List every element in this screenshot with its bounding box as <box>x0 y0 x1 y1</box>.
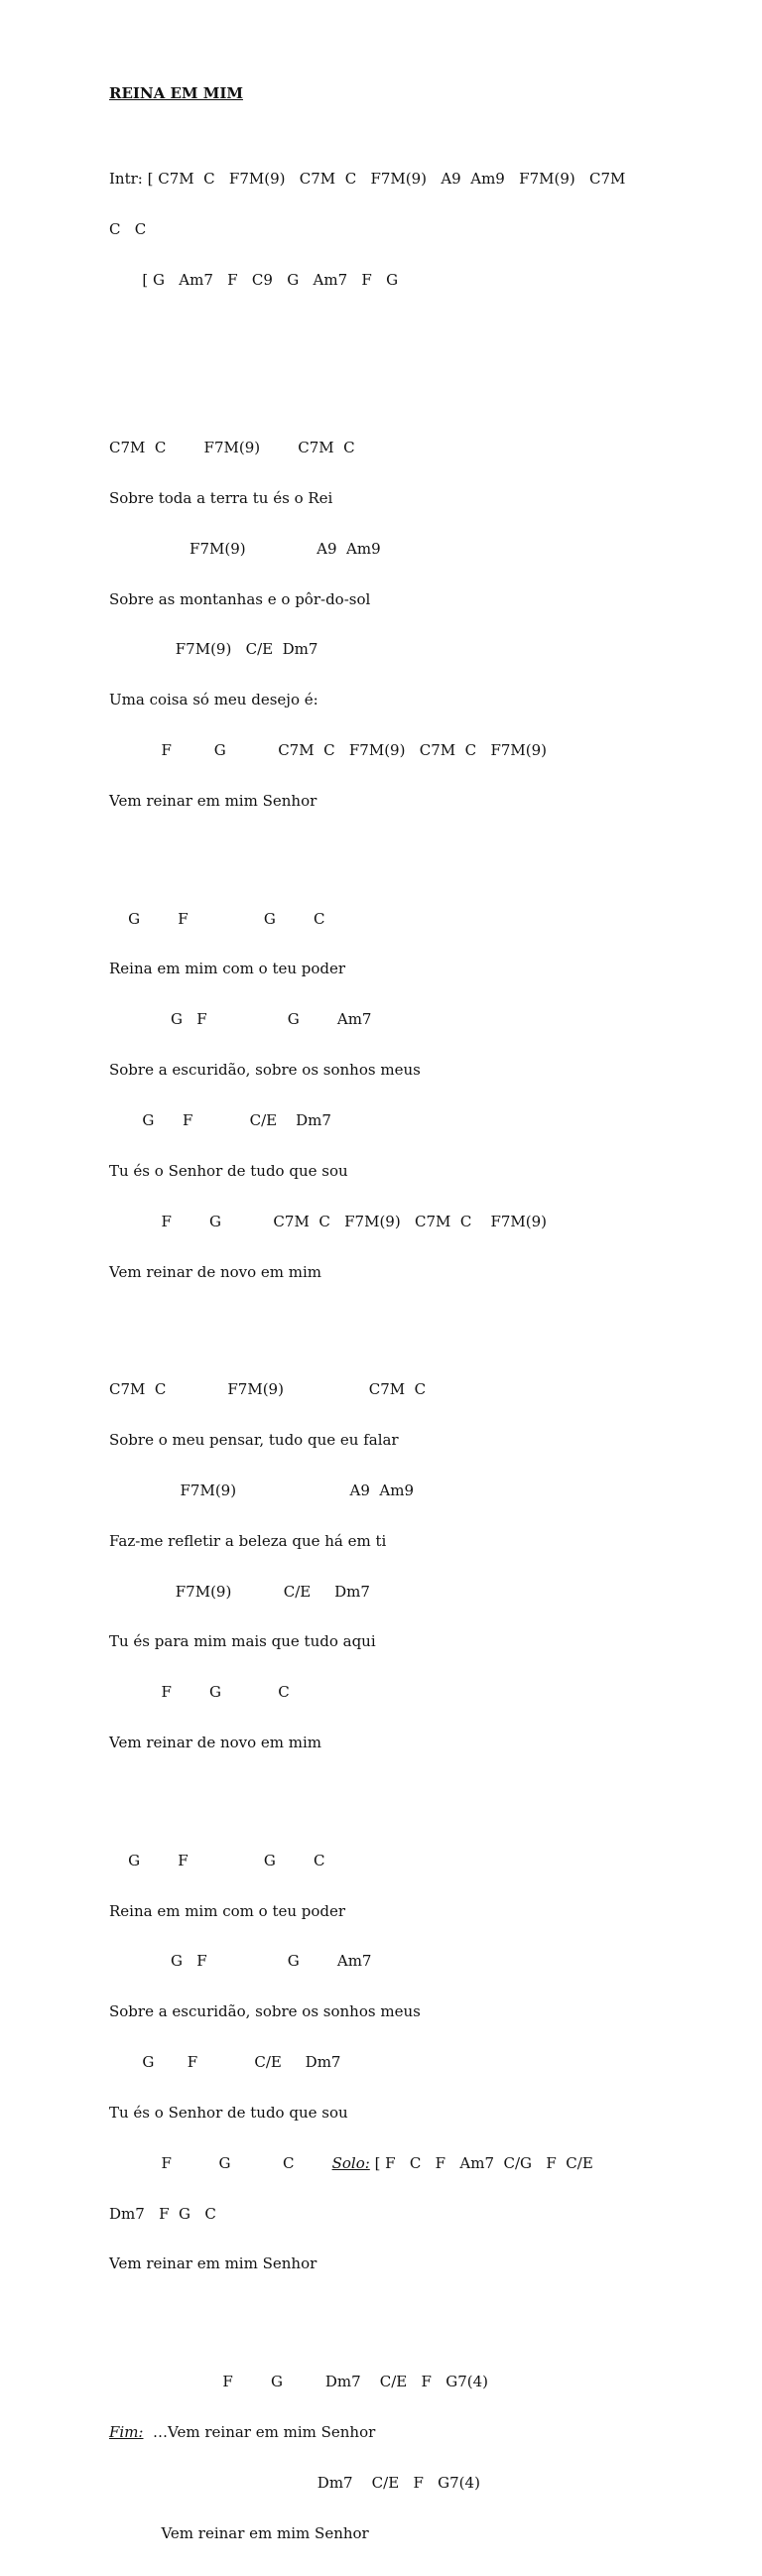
blank-line <box>109 843 625 860</box>
lyric-line: Sobre a escuridão, sobre os sonhos meus <box>109 2002 421 2021</box>
chord-line: G F G C <box>109 1851 325 1869</box>
lyric-line: Vem reinar em mim Senhor <box>109 2523 369 2542</box>
lyric-line: Vem reinar de novo em mim <box>109 1262 322 1281</box>
lyric-line: Sobre a escuridão, sobre os sonhos meus <box>109 1061 421 1080</box>
blank-line <box>109 2306 625 2323</box>
blank-line <box>109 322 625 338</box>
blank-line <box>109 1785 625 1802</box>
chord-line: F7M(9) C/E Dm7 <box>109 640 318 659</box>
solo-label: Solo: <box>331 2153 370 2172</box>
chord-line: F G C7M C F7M(9) C7M C F7M(9) <box>109 741 548 760</box>
chord-line: C7M C F7M(9) C7M C <box>109 439 355 457</box>
lyric-line: Reina em mim com o teu poder <box>109 960 346 978</box>
solo-chords: [ F C F Am7 C/G F C/E <box>369 2153 593 2172</box>
chord-text: F G C <box>109 2153 332 2172</box>
fim-label: Fim: <box>109 2422 144 2441</box>
lyric-line <box>109 2424 625 2441</box>
chord-line: F7M(9) C/E Dm7 <box>109 1582 370 1601</box>
chord-line: Dm7 F G C <box>109 2204 216 2223</box>
intro-line: C C <box>109 219 147 238</box>
lyric-line: Faz-me refletir a beleza que há em ti <box>109 1531 387 1550</box>
chord-line <box>109 2155 625 2172</box>
lyric-line: Sobre toda a terra tu és o Rei <box>109 488 333 507</box>
lyric-line: Uma coisa só meu desejo é: <box>109 691 318 709</box>
chord-sheet <box>109 137 625 2575</box>
lyric-line: Tu és para mim mais que tudo aqui <box>109 1632 376 1651</box>
lyric-line: Vem reinar em mim Senhor <box>109 791 318 810</box>
chord-line: F7M(9) A9 Am9 <box>109 1481 415 1499</box>
lyric-text: …Vem reinar em mim Senhor <box>143 2422 376 2441</box>
intro-line: [ G Am7 F C9 G Am7 F G <box>109 270 399 289</box>
chord-line: C7M C F7M(9) C7M C <box>109 1380 427 1399</box>
lyric-line: Vem reinar de novo em mim <box>109 1734 322 1752</box>
lyric-line: Tu és o Senhor de tudo que sou <box>109 2103 348 2122</box>
chord-line: G F G C <box>109 909 325 928</box>
song-title: REINA EM MIM <box>109 84 243 102</box>
chord-line: G F C/E Dm7 <box>109 1111 331 1129</box>
lyric-line: Sobre as montanhas e o pôr-do-sol <box>109 589 371 608</box>
chord-line: F G C7M C F7M(9) C7M C F7M(9) <box>109 1212 548 1230</box>
lyric-line: Vem reinar em mim Senhor <box>109 2254 318 2273</box>
lyric-line: Sobre o meu pensar, tudo que eu falar <box>109 1431 399 1450</box>
chord-line: G F G Am7 <box>109 1010 372 1029</box>
chord-line: Dm7 C/E F G7(4) <box>109 2473 480 2492</box>
lyric-line: Reina em mim com o teu poder <box>109 1901 346 1920</box>
chord-line: G F C/E Dm7 <box>109 2053 341 2072</box>
intro-line: Intr: [ C7M C F7M(9) C7M C F7M(9) A9 Am9 F7M(9) C7M <box>109 169 626 188</box>
lyric-line: Tu és o Senhor de tudo que sou <box>109 1161 348 1180</box>
blank-line <box>109 372 625 389</box>
chord-line: F7M(9) A9 Am9 <box>109 539 381 558</box>
chord-line: F G Dm7 C/E F G7(4) <box>109 2373 489 2391</box>
chord-line: F G C <box>109 1683 290 1702</box>
blank-line <box>109 1314 625 1331</box>
chord-line: G F G Am7 <box>109 1952 372 1971</box>
